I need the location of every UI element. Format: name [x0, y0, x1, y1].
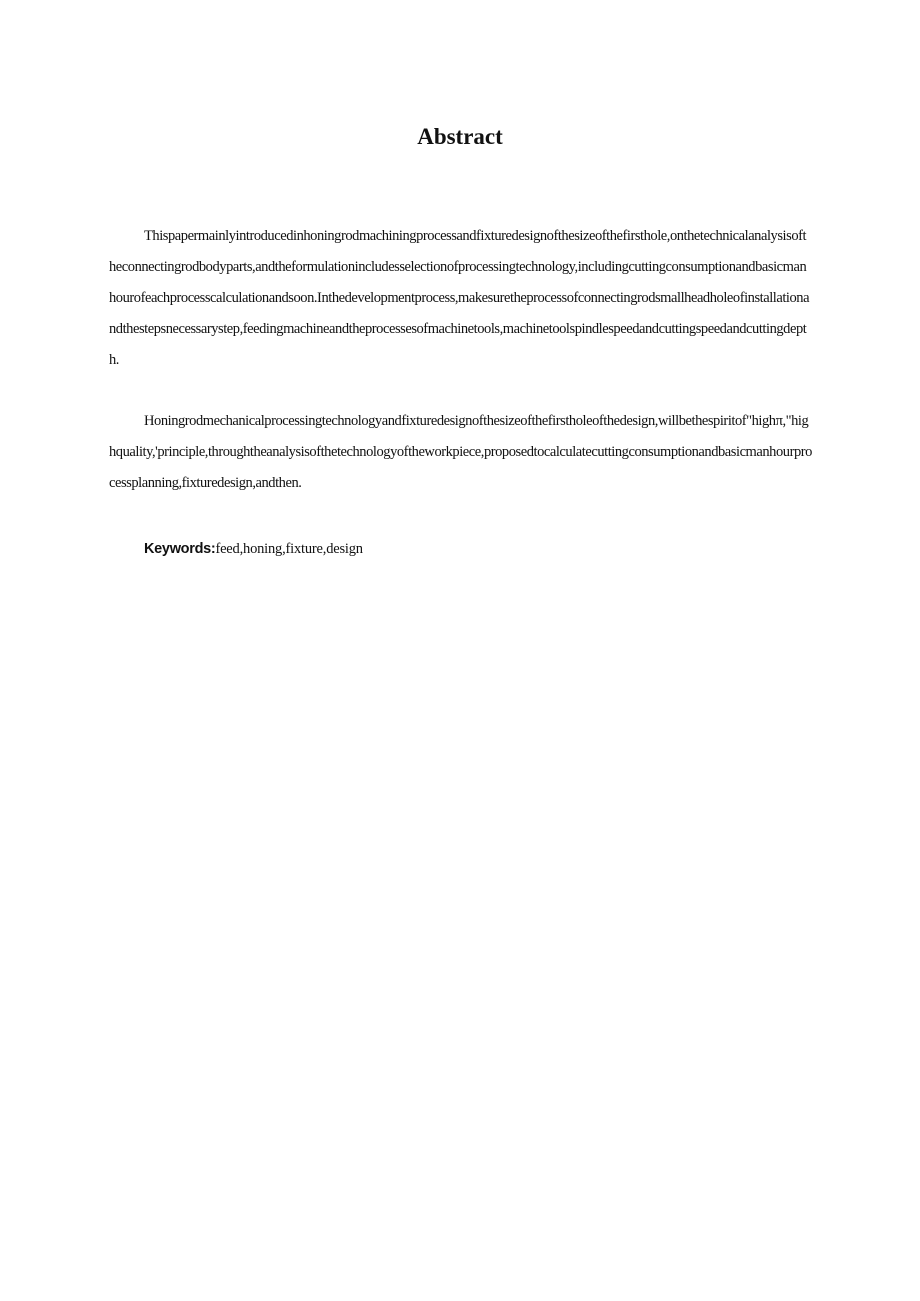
keywords-label: Keywords:	[144, 541, 216, 557]
keywords-line	[144, 534, 363, 565]
keywords-list: feed,honing,fixture,design	[215, 541, 363, 557]
abstract-title: Abstract	[417, 124, 503, 149]
abstract-paragraph-1: Thispapermainlyintroducedinhoningrodmachiningprocessandfixturedesignofthesizeofthefirsthole,onthetechnicalanalysisoftheconnectingrodbodyparts,andtheformulationincludesselectionofprocessingtechnology,includingcuttingconsumptionandbasicmanhourofeachprocesscalculationandsoon.Inthedevelopmentprocess,makesuretheprocessofconnectingrodsmallheadholeofinstallationandthestepsnecessarystep,feedingmachineandtheprocessesofmachinetools,machinetoolspindlespeedandcuttingspeedandcuttingdepth.	[109, 228, 810, 368]
abstract-paragraph-2: Honingrodmechanicalprocessingtechnologyandfixturedesignofthesizeofthefirstholeofthedesign,willbethespiritof"highπ,"highquality,'principle,throughtheanalysisofthetechnologyoftheworkpiece,proposedtocalculatecuttingconsumptionandbasicmanhourprocessplanning,fixturedesign,andthen.	[109, 413, 812, 491]
